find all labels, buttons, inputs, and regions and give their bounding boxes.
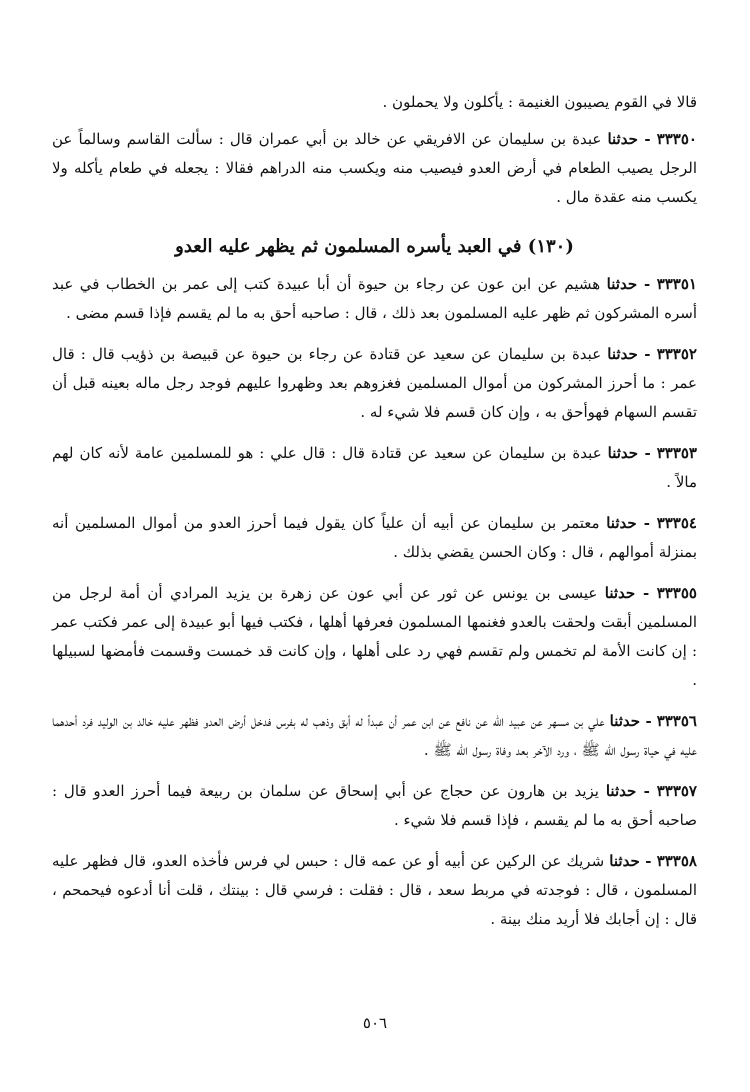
hadith-33354 xyxy=(52,509,697,567)
hadith-text: عيسى بن يونس عن ثور عن أبي عون عن زهرة بن يزيد المرادي أن أمة لرجل من المسلمين أبقت ولحقت بالعدو فغنمها المسلمون فعرفها أهلها ، فكتب فيها أبو عبيدة إلى عمر فكتب عمر : إن كانت الأمة لم تخمس ولم تقسم فهي رد على أهلها ، وإن كانت قد خمست وقسمت فأمضها لسبيلها . xyxy=(52,584,697,689)
hadith-number: ٣٣٣٥٣ xyxy=(656,444,697,462)
hadith-text: عبدة بن سليمان عن سعيد عن قتادة قال : قال علي : هو للمسلمين عامة لأنه كان لهم مالاً . xyxy=(52,444,697,491)
hadith-number: ٣٣٣٥٧ xyxy=(656,782,697,800)
hadith-text: علي بن مسهر عن عبيد الله عن نافع عن ابن عمر أن عبداً له أبق وذهب له بفرس فدخل أرض العدو فظهر عليه خالد بن الوليد فرد أحدهما عليه في حياة رسول الله ﷺ ، ورد الآخر بعد وفاة رسول الله ﷺ . xyxy=(52,712,697,759)
page-number: ٥٠٦ xyxy=(362,1014,388,1032)
hadith-lead: - حدثنا xyxy=(606,275,651,293)
hadith-number: ٣٣٣٥٤ xyxy=(656,514,697,532)
hadith-number: ٣٣٣٥٨ xyxy=(656,852,697,870)
hadith-number: ٣٣٣٥١ xyxy=(656,275,697,293)
hadith-33351 xyxy=(52,270,697,328)
hadith-number: ٣٣٣٥٠ xyxy=(656,130,697,148)
hadith-33356 xyxy=(52,707,697,765)
chapter-title: (١٣٠) في العبد يأسره المسلمون ثم يظهر عليه العدو xyxy=(175,236,574,257)
hadith-33358 xyxy=(52,847,697,934)
opening-line: قالا في القوم يصيبون الغنيمة : يأكلون ولا يحملون . xyxy=(382,93,697,111)
hadith-text: هشيم عن ابن عون عن رجاء بن حيوة أن أبا عبيدة كتب إلى عمر بن الخطاب في عبد أسره المشركون ثم ظهر عليه المسلمون بعد ذلك ، قال : صاحبه أحق به ما لم يقسم فإذا قسم مضى . xyxy=(52,275,697,322)
hadith-text: عبدة بن سليمان عن سعيد عن قتادة عن رجاء بن حيوة عن قبيصة بن ذؤيب قال : قال عمر : ما أحرز المشركون من أموال المسلمين فغزوهم بعد وظهروا عليهم فوجد رجل ماله بعينه قبل أن تقسم السهام فهوأحق به ، وإن كان قسم فلا شيء له . xyxy=(52,345,697,421)
hadith-number: ٣٣٣٥٥ xyxy=(656,584,697,602)
hadith-lead: - حدثنا xyxy=(607,345,651,363)
hadith-lead: - حدثنا xyxy=(604,584,650,602)
hadith-text: معتمر بن سليمان عن أبيه أن علياً كان يقول فيما أحرز العدو من أموال المسلمين أنه بمنزلة أموالهم ، قال : وكان الحسن يقضي بذلك . xyxy=(52,514,697,561)
hadith-33355 xyxy=(52,579,697,695)
hadith-lead: - حدثنا xyxy=(607,444,651,462)
hadith-text: يزيد بن هارون عن حجاج عن أبي إسحاق عن سلمان بن ربيعة فيما أحرز العدو قال : صاحبه أحق به ما لم يقسم ، فإذا قسم فلا شيء . xyxy=(52,782,697,829)
hadith-text: عبدة بن سليمان عن الافريقي عن خالد بن أبي عمران قال : سألت القاسم وسالماً عن الرجل يصيب الطعام في أرض العدو فيصيب منه ويكسب منه الدراهم فقالا : يجعله في طعام يأكله ولا يكسب منه عقدة مال . xyxy=(52,130,697,206)
hadith-text: شريك عن الركين عن أبيه أو عن عمه قال : حبس لي فرس فأخذه العدو، قال فظهر عليه المسلمون ، قال : فوجدته في مربط سعد ، قال : فقلت : فرسي قال : بينتك ، قلت أنا أدعوه فيحمحم ، قال : إن أجابك فلا أريد منك بينة . xyxy=(52,852,697,928)
hadith-lead: - حدثنا xyxy=(606,514,651,532)
hadith-33353 xyxy=(52,439,697,497)
hadith-lead: - حدثنا xyxy=(605,782,650,800)
hadith-33357 xyxy=(52,777,697,835)
hadith-lead: - حدثنا xyxy=(609,852,652,870)
hadith-number: ٣٣٣٥٢ xyxy=(656,345,697,363)
hadith-number: ٣٣٣٥٦ xyxy=(656,712,697,730)
hadith-33352 xyxy=(52,340,697,427)
hadith-lead: - حدثنا xyxy=(607,130,651,148)
hadith-33350 xyxy=(52,125,697,212)
hadith-lead: - حدثنا xyxy=(609,712,652,730)
